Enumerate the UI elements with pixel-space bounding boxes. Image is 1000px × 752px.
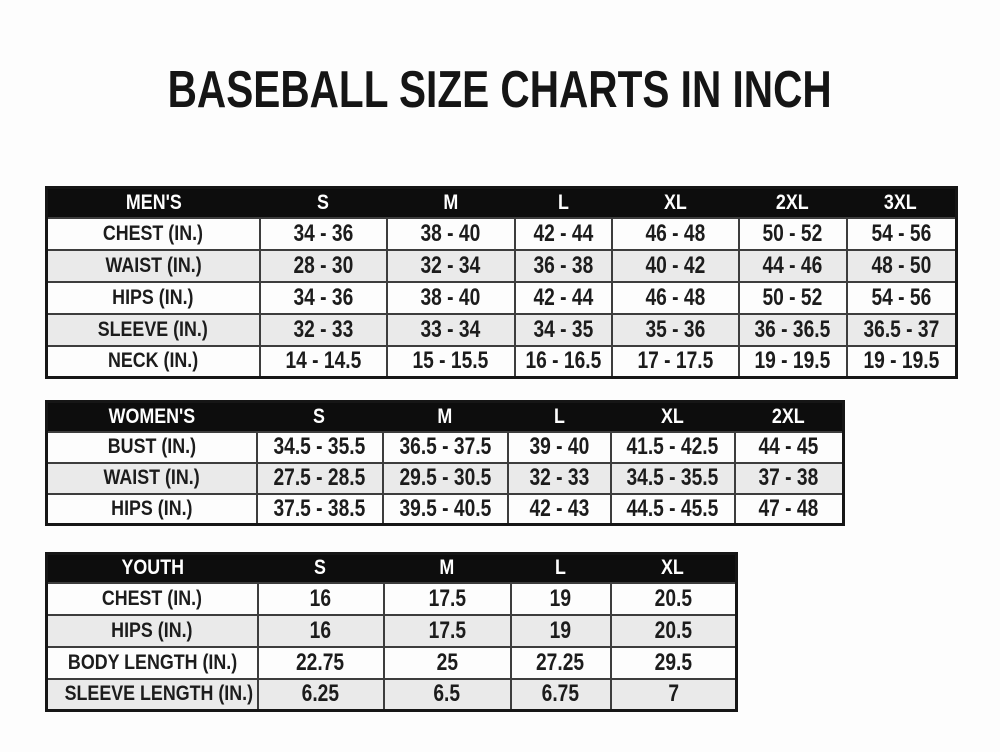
value-cell — [384, 679, 511, 711]
value-text: 50 - 52 — [762, 219, 823, 247]
value-cell — [384, 647, 511, 679]
size-column-header-text: 2XL — [771, 404, 805, 428]
value-text: 32 - 34 — [420, 251, 481, 279]
row-label-cell — [47, 250, 260, 282]
value-cell — [387, 346, 515, 378]
size-column-header — [384, 554, 511, 583]
value-text: 42 - 44 — [533, 219, 593, 247]
value-text: 34 - 36 — [293, 283, 353, 311]
value-text: 44.5 - 45.5 — [626, 494, 719, 522]
table-header-row — [47, 402, 844, 432]
value-cell — [612, 314, 739, 346]
value-cell — [739, 346, 847, 378]
value-text: 34.5 - 35.5 — [273, 433, 366, 460]
value-cell — [739, 250, 847, 282]
value-text: 44 - 46 — [762, 251, 823, 279]
value-text: 46 - 48 — [645, 219, 705, 247]
value-cell — [611, 615, 737, 647]
value-text: 36.5 - 37 — [863, 315, 940, 343]
size-column-header — [612, 188, 739, 218]
size-table — [45, 186, 958, 379]
table-row — [47, 346, 957, 378]
size-table — [45, 400, 845, 526]
value-cell — [387, 250, 515, 282]
value-text: 17.5 — [428, 616, 466, 644]
size-table — [45, 552, 738, 712]
size-column-header — [735, 402, 844, 432]
value-text: 16 — [309, 584, 332, 612]
row-label-cell — [47, 679, 258, 711]
value-text: 50 - 52 — [762, 283, 823, 311]
value-cell — [511, 647, 611, 679]
value-cell — [739, 314, 847, 346]
value-cell — [739, 282, 847, 314]
row-label-text: BUST (IN.) — [107, 435, 196, 458]
value-text: 54 - 56 — [871, 283, 932, 311]
value-text: 39 - 40 — [529, 433, 589, 460]
size-column-header-text: M — [437, 404, 453, 428]
table-row — [47, 463, 844, 494]
table-title-cell-text: WOMEN'S — [108, 404, 196, 428]
size-column-header — [257, 402, 383, 432]
value-text: 19 — [549, 616, 572, 644]
value-text: 29.5 - 30.5 — [399, 464, 491, 491]
table-row — [47, 647, 737, 679]
value-text: 6.75 — [541, 680, 580, 708]
value-cell — [258, 615, 384, 647]
size-column-header — [258, 554, 384, 583]
value-text: 47 - 48 — [758, 494, 819, 522]
value-text: 27.5 - 28.5 — [273, 464, 366, 491]
value-cell — [735, 463, 844, 494]
table-title-cell — [47, 188, 260, 218]
value-cell — [383, 494, 508, 525]
size-column-header-text: 3XL — [884, 190, 918, 214]
value-cell — [735, 432, 844, 463]
value-text: 38 - 40 — [420, 283, 481, 311]
value-text: 40 - 42 — [645, 251, 705, 279]
table-row — [47, 615, 737, 647]
value-cell — [611, 463, 735, 494]
size-column-header-text: M — [443, 190, 458, 214]
value-cell — [511, 615, 611, 647]
value-text: 32 - 33 — [529, 464, 589, 491]
value-text: 19 - 19.5 — [754, 347, 831, 375]
value-cell — [515, 282, 612, 314]
size-column-header-text: XL — [661, 556, 685, 580]
value-text: 19 - 19.5 — [863, 347, 940, 375]
value-text: 20.5 — [654, 616, 692, 644]
value-cell — [260, 250, 387, 282]
value-text: 17 - 17.5 — [637, 347, 713, 375]
row-label-text: CHEST (IN.) — [102, 586, 203, 610]
size-column-header-text: 2XL — [776, 190, 809, 214]
value-text: 36 - 36.5 — [754, 315, 831, 343]
size-column-header — [847, 188, 957, 218]
row-label-text: CHEST (IN.) — [103, 221, 204, 245]
size-column-header-text: L — [553, 404, 565, 428]
table-row — [47, 679, 737, 711]
value-cell — [257, 463, 383, 494]
value-cell — [515, 218, 612, 250]
value-cell — [260, 218, 387, 250]
value-text: 34 - 36 — [293, 219, 353, 247]
value-cell — [258, 679, 384, 711]
size-column-header-text: S — [317, 190, 329, 214]
row-label-cell — [47, 463, 257, 494]
row-label-cell — [47, 615, 258, 647]
value-cell — [612, 282, 739, 314]
value-text: 39.5 - 40.5 — [399, 494, 491, 522]
row-label-cell — [47, 314, 260, 346]
size-column-header — [739, 188, 847, 218]
table-row — [47, 583, 737, 615]
value-text: 41.5 - 42.5 — [626, 433, 719, 460]
size-column-header-text: XL — [663, 190, 687, 214]
value-cell — [611, 494, 735, 525]
value-cell — [258, 647, 384, 679]
row-label-text: BODY LENGTH (IN.) — [67, 650, 237, 674]
row-label-text: WAIST (IN.) — [103, 466, 200, 489]
value-text: 19 — [549, 584, 572, 612]
value-text: 29.5 — [654, 648, 692, 676]
value-text: 22.75 — [296, 648, 345, 676]
value-text: 17.5 — [428, 584, 466, 612]
value-text: 35 - 36 — [645, 315, 705, 343]
value-cell — [383, 463, 508, 494]
value-cell — [847, 282, 957, 314]
size-column-header — [387, 188, 515, 218]
value-cell — [258, 583, 384, 615]
value-cell — [611, 679, 737, 711]
value-cell — [508, 463, 611, 494]
value-cell — [515, 250, 612, 282]
size-column-header-text: M — [439, 556, 455, 580]
row-label-cell — [47, 494, 257, 525]
value-text: 42 - 43 — [529, 494, 589, 522]
table-row — [47, 494, 844, 525]
value-cell — [611, 647, 737, 679]
table-header-row — [47, 188, 957, 218]
value-cell — [847, 218, 957, 250]
value-cell — [847, 346, 957, 378]
value-cell — [260, 346, 387, 378]
table-header-row — [47, 554, 737, 583]
value-text: 7 — [667, 680, 679, 708]
row-label-text: NECK (IN.) — [108, 349, 199, 373]
size-column-header — [611, 402, 735, 432]
value-text: 42 - 44 — [533, 283, 593, 311]
row-label-cell — [47, 647, 258, 679]
table-title-cell-text: YOUTH — [121, 556, 184, 580]
value-cell — [515, 314, 612, 346]
value-cell — [612, 218, 739, 250]
value-cell — [387, 218, 515, 250]
size-column-header-text: XL — [661, 404, 684, 428]
value-text: 16 - 16.5 — [525, 347, 601, 375]
table-row — [47, 250, 957, 282]
value-cell — [384, 583, 511, 615]
value-cell — [383, 432, 508, 463]
size-column-header-text: S — [314, 556, 327, 580]
value-cell — [612, 250, 739, 282]
value-cell — [611, 432, 735, 463]
row-label-cell — [47, 282, 260, 314]
value-cell — [508, 432, 611, 463]
value-cell — [611, 583, 737, 615]
value-text: 20.5 — [654, 584, 692, 612]
row-label-text: WAIST (IN.) — [105, 253, 202, 277]
youth-size-table — [45, 552, 738, 712]
row-label-cell — [47, 218, 260, 250]
value-text: 28 - 30 — [293, 251, 353, 279]
value-text: 33 - 34 — [420, 315, 481, 343]
value-text: 6.25 — [301, 680, 340, 708]
table-row — [47, 218, 957, 250]
value-text: 32 - 33 — [293, 315, 353, 343]
value-text: 16 — [309, 616, 332, 644]
womens-size-table — [45, 400, 845, 526]
row-label-cell — [47, 432, 257, 463]
row-label-cell — [47, 583, 258, 615]
row-label-text: HIPS (IN.) — [112, 285, 194, 309]
row-label-text: SLEEVE (IN.) — [98, 317, 209, 341]
value-cell — [739, 218, 847, 250]
value-text: 14 - 14.5 — [285, 347, 361, 375]
size-column-header — [515, 188, 612, 218]
size-column-header-text: S — [313, 404, 326, 428]
size-column-header — [611, 554, 737, 583]
table-row — [47, 314, 957, 346]
value-text: 48 - 50 — [871, 251, 932, 279]
size-column-header — [383, 402, 508, 432]
value-text: 44 - 45 — [758, 433, 819, 460]
value-text: 46 - 48 — [645, 283, 705, 311]
value-cell — [515, 346, 612, 378]
value-text: 25 — [436, 648, 458, 676]
value-cell — [508, 494, 611, 525]
table-title-cell — [47, 402, 257, 432]
value-cell — [260, 282, 387, 314]
value-cell — [387, 282, 515, 314]
row-label-text: HIPS (IN.) — [111, 496, 193, 520]
size-column-header — [511, 554, 611, 583]
value-text: 15 - 15.5 — [412, 347, 489, 375]
table-row — [47, 432, 844, 463]
value-cell — [387, 314, 515, 346]
mens-size-table — [45, 186, 958, 379]
value-cell — [257, 432, 383, 463]
size-column-header — [260, 188, 387, 218]
value-text: 37 - 38 — [758, 464, 819, 491]
row-label-text: HIPS (IN.) — [111, 618, 193, 642]
table-title-cell-text: MEN'S — [125, 190, 182, 214]
value-text: 38 - 40 — [420, 219, 481, 247]
value-cell — [384, 615, 511, 647]
value-cell — [511, 679, 611, 711]
value-text: 36 - 38 — [533, 251, 593, 279]
value-text: 36.5 - 37.5 — [399, 433, 491, 460]
size-column-header-text: L — [555, 556, 566, 580]
value-cell — [260, 314, 387, 346]
value-text: 27.25 — [536, 648, 585, 676]
value-cell — [511, 583, 611, 615]
table-title-cell — [47, 554, 258, 583]
page-title-text: BASEBALL SIZE CHARTS IN INCH — [167, 61, 832, 119]
value-cell — [735, 494, 844, 525]
row-label-cell — [47, 346, 260, 378]
page-title — [0, 61, 1000, 119]
value-cell — [257, 494, 383, 525]
value-cell — [847, 250, 957, 282]
value-text: 6.5 — [433, 680, 461, 708]
table-row — [47, 282, 957, 314]
value-text: 34.5 - 35.5 — [626, 464, 719, 491]
value-text: 34 - 35 — [533, 315, 593, 343]
size-column-header — [508, 402, 611, 432]
value-cell — [612, 346, 739, 378]
value-text: 37.5 - 38.5 — [273, 494, 366, 522]
row-label-text: SLEEVE LENGTH (IN.) — [64, 682, 254, 706]
value-cell — [847, 314, 957, 346]
value-text: 54 - 56 — [871, 219, 932, 247]
size-column-header-text: L — [557, 190, 569, 214]
